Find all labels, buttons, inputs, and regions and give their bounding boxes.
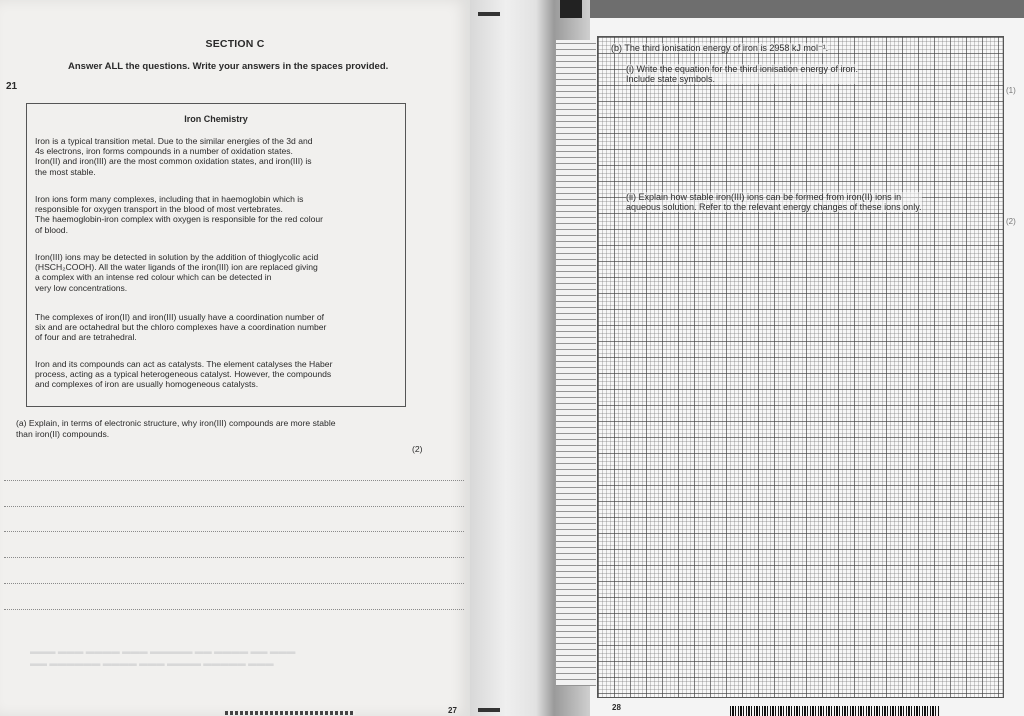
page-number: 28 <box>612 703 621 712</box>
answer-line[interactable] <box>4 531 464 532</box>
barcode <box>730 706 940 716</box>
left-page <box>0 0 470 716</box>
show-through-text: ▬▬▬ ▬▬▬ ▬▬▬▬ ▬▬▬ ▬▬▬▬▬ ▬▬ ▬▬▬▬ ▬▬ ▬▬▬ ▬▬ ▬▬▬▬▬▬ ▬▬▬▬ ▬▬▬ ▬▬▬▬ ▬▬▬▬▬ ▬▬▬ <box>30 646 296 668</box>
info-paragraph: The complexes of iron(II) and iron(III) usually have a coordination number of six and are octahedral but the chloro complexes have a coordination number of four and are tetrahedral. <box>35 312 327 343</box>
registration-mark <box>478 708 500 712</box>
margin-grid <box>556 40 596 686</box>
answer-line[interactable] <box>4 583 464 584</box>
info-box-title: Iron Chemistry <box>184 114 248 124</box>
marks-b-i: (1) <box>1006 86 1016 95</box>
answer-line[interactable] <box>4 557 464 558</box>
info-paragraph: Iron ions form many complexes, including that in haemoglobin which is responsible for oxygen transport in the blood of most vertebrates. The haemoglobin-iron complex with oxygen is responsible for the red colour of blood. <box>35 194 324 235</box>
graph-paper-overlay <box>597 36 1004 698</box>
answer-line[interactable] <box>4 480 464 481</box>
question-b-ii: (ii) Explain how stable iron(III) ions can be formed from iron(II) ions in aqueous solution. Refer to the relevant energy changes of these ions only. <box>626 192 922 212</box>
info-paragraph: Iron and its compounds can act as catalysts. The element catalyses the Haber process, acting as a typical heterogeneous catalyst. However, the compounds and complexes of iron are usually homogeneous catalysts. <box>35 359 333 390</box>
barcode <box>225 711 355 715</box>
instructions: Answer ALL the questions. Write your answers in the spaces provided. <box>68 61 389 72</box>
question-number: 21 <box>6 81 18 92</box>
info-box <box>26 103 406 407</box>
answer-line[interactable] <box>4 609 464 610</box>
info-paragraph: Iron(III) ions may be detected in solution by the addition of thioglycolic acid (HSCH₂COOH). All the water ligands of the iron(III) ion are replaced giving a complex with an intense red colour which can be detected in very low concentrations. <box>35 252 319 293</box>
marks-b-ii: (2) <box>1006 217 1016 226</box>
marks-a: (2) <box>412 444 423 454</box>
question-b-i: (i) Write the equation for the third ionisation energy of iron. Include state symbols. <box>626 64 858 84</box>
registration-mark <box>560 0 582 18</box>
info-paragraph: Iron is a typical transition metal. Due to the similar energies of the 3d and 4s electrons, iron forms compounds in a number of oxidation states. Iron(II) and iron(III) are the most common oxidation states, and iron(III) is the most stable. <box>35 136 313 177</box>
section-title: SECTION C <box>205 38 265 50</box>
registration-mark <box>478 12 500 16</box>
page-number: 27 <box>448 706 457 715</box>
answer-line[interactable] <box>4 506 464 507</box>
question-a: (a) Explain, in terms of electronic structure, why iron(III) compounds are more stable than iron(II) compounds. <box>16 418 336 439</box>
question-b: (b) The third ionisation energy of iron is 2958 kJ mol⁻¹. <box>611 43 829 53</box>
